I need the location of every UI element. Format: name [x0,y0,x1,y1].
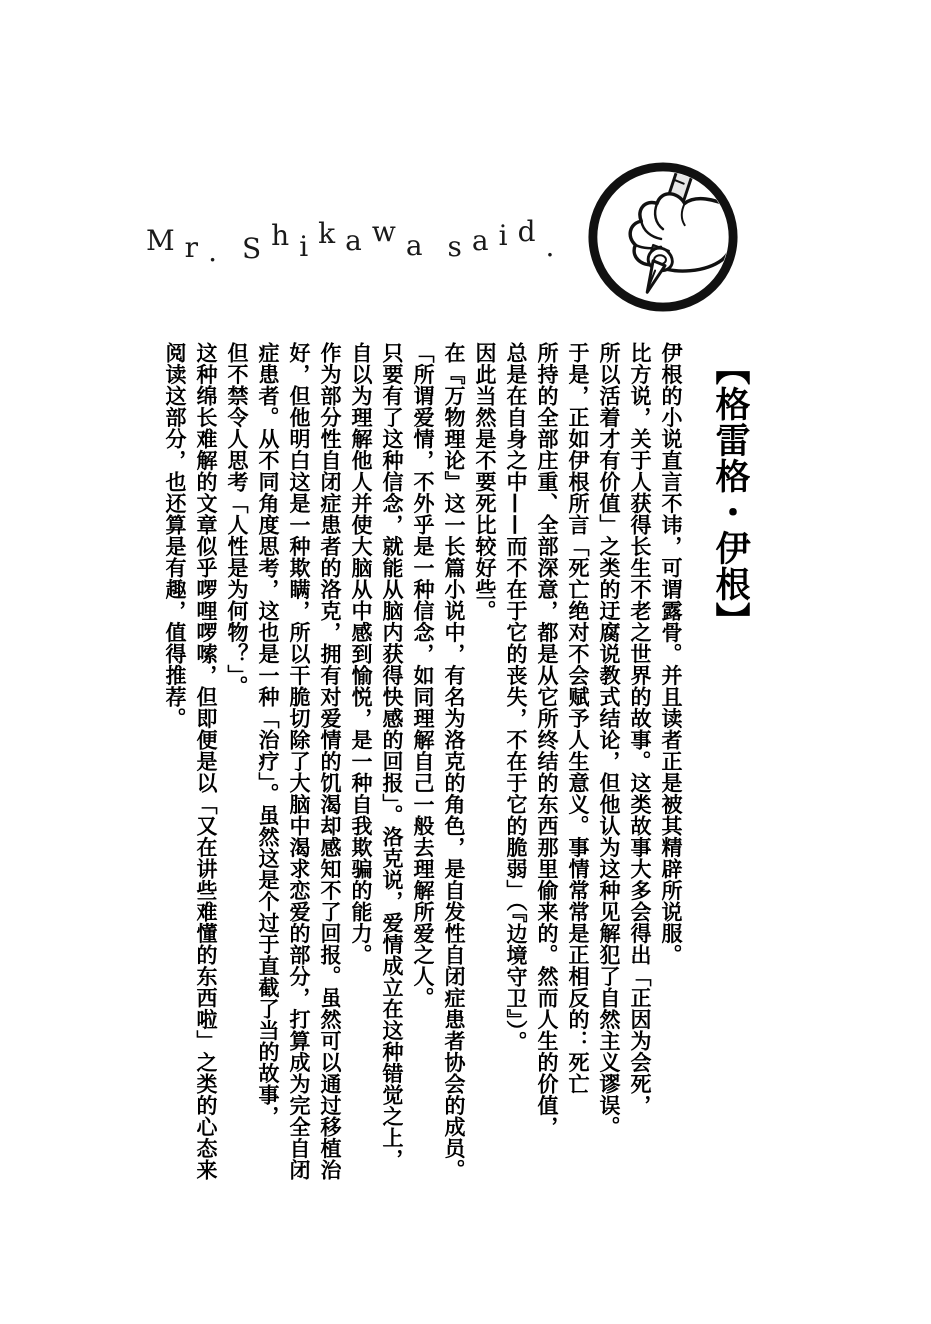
caption-letter: r [184,231,199,264]
text-column: 阅读这部分，也还算是有趣，值得推荐。 [163,342,187,729]
caption-letter: a [471,224,489,257]
caption-letter: . [545,230,555,263]
fountain-pen-hand-icon [583,158,743,316]
text-column: 因此当然是不要死比较好些。 [473,342,497,622]
text-column: 「所谓爱情，不外乎是一种信念，如同理解自己一般去理解所爱之人。 [411,342,435,1009]
text-column: 作为部分性自闭症患者的洛克，拥有对爱情的饥渴却感知不了回报。虽然可以通过移植治 [318,342,342,1181]
text-column: 自以为理解他人并使大脑从中感到愉悦，是一种自我欺骗的能力。 [349,342,373,966]
caption-letter: a [405,229,423,262]
caption-letter: . [208,235,217,268]
text-column: 只要有了这种信念，就能从脑内获得快感的回报」。洛克说，爱情成立在这种错觉之上， [380,342,404,1170]
text-column: 在『万物理论』这一长篇小说中，有名为洛克的角色，是自发性自闭症患者协会的成员。 [442,342,466,1181]
caption-letter: w [371,215,396,248]
article-title: 【格雷格・伊根】 [710,350,750,638]
text-column: 伊根的小说直言不讳，可谓露骨。并且读者正是被其精辟所说服。 [659,342,683,966]
caption-letter: k [318,217,336,250]
article-body [159,342,686,1181]
caption-letter: a [345,224,362,257]
text-column: 所以活着才有价值」之类的迂腐说教式结论，但他认为这种见解犯了自然主义谬误。 [597,342,621,1138]
header-caption [146,215,606,292]
caption-letter: s [447,230,462,263]
text-column: 但不禁令人思考「人性是为何物？」。 [225,342,249,697]
caption-letter: S [241,232,262,265]
text-column: 所持的全部庄重、全部深意，都是从它所终结的东西那里偷来的。然而人生的价值， [535,342,559,1138]
caption-letter: i [498,219,508,252]
logo-badge [583,158,743,316]
text-column: 比方说，关于人获得长生不老之世界的故事。这类故事大多会得出「正因为会死， [628,342,652,1116]
text-column: 这种绵长难解的文章似乎啰哩啰嗦，但即便是以「又在讲些难懂的东西啦」之类的心态来 [194,342,218,1181]
caption-letter: i [299,230,309,263]
text-column: 好，但他明白这是一种欺瞒，所以干脆切除了大脑中渴求恋爱的部分，打算成为完全自闭 [287,342,311,1181]
text-column: 总是在自身之中——而不在于它的丧失，不在于它的脆弱」（『边境守卫』）。 [504,342,528,1053]
text-column: 症患者。从不同角度思考，这也是一种「治疗」。虽然这是个过于直截了当的故事， [256,342,280,1127]
caption-letter: d [517,215,536,248]
text-column: 于是，正如伊根所言「死亡绝对不会赋予人生意义。事情常常是正相反的：死亡 [566,342,590,1095]
caption-letter: h [271,219,290,252]
caption-letter: M [146,224,175,257]
